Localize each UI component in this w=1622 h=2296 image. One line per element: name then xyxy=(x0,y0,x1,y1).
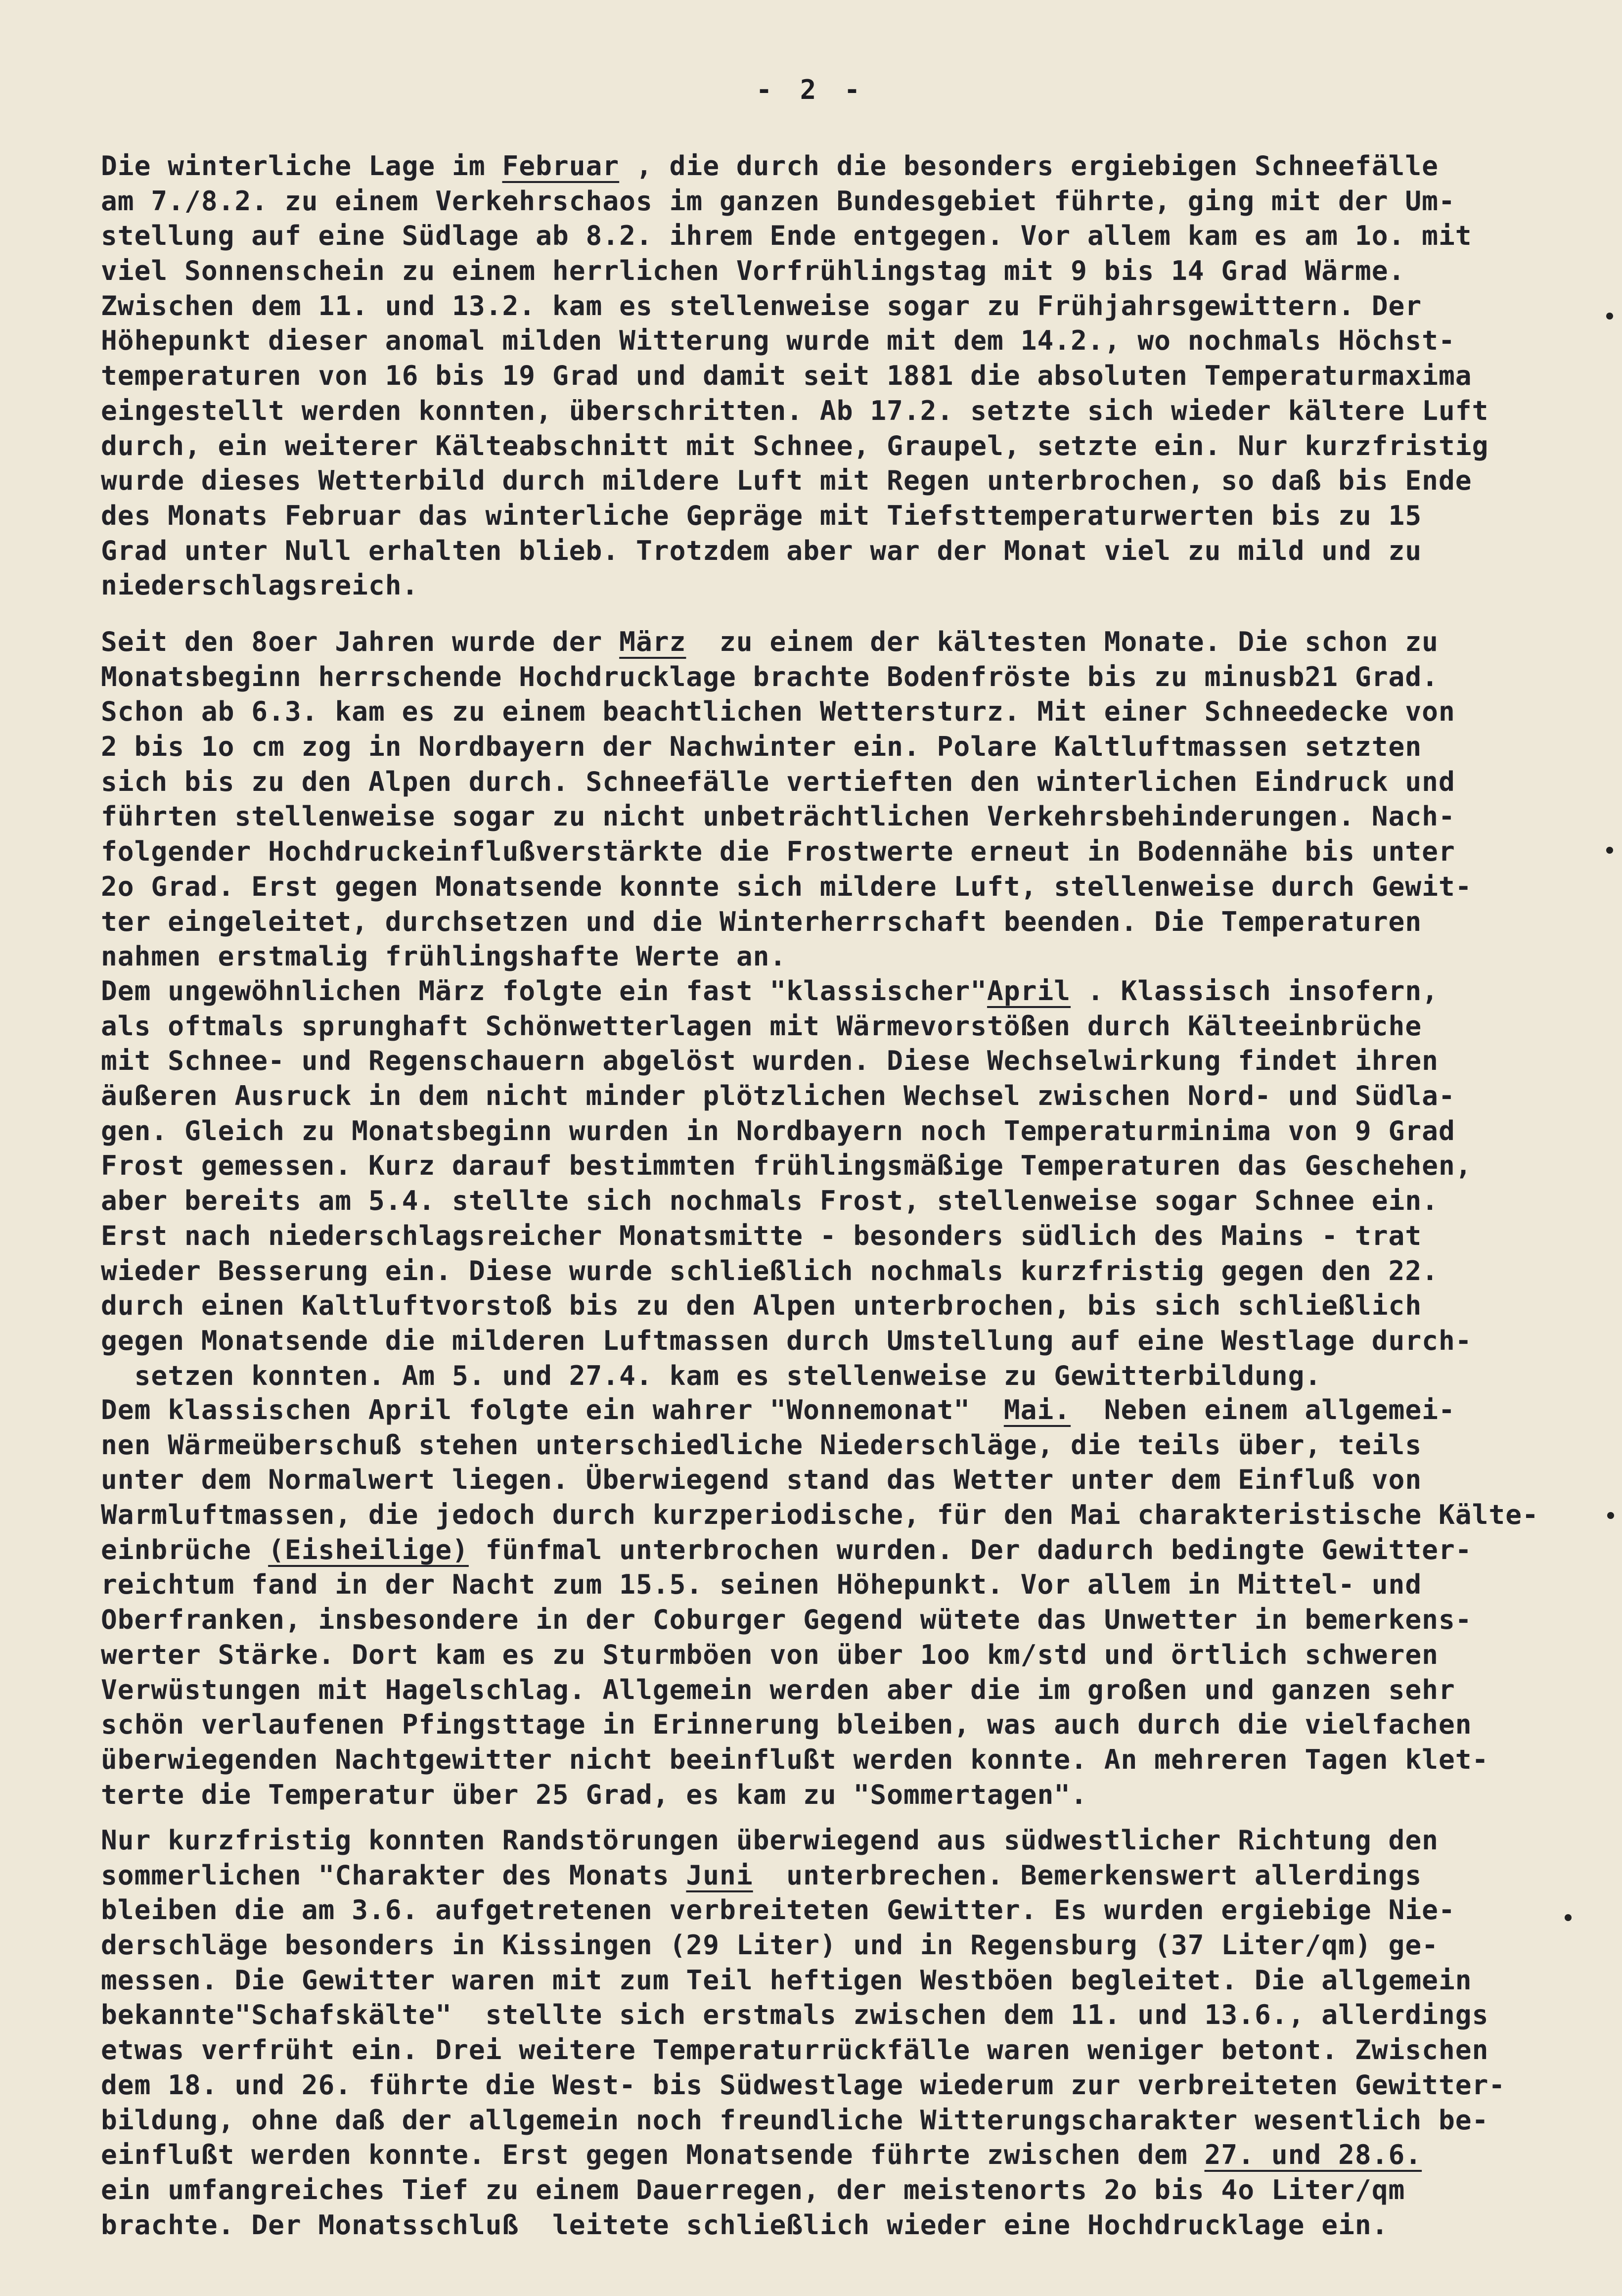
line-text: bildung, ohne daß der allgemein noch freundliche Witterungscharakter wesentlich be- xyxy=(101,2104,1489,2136)
line-text: unterbrechen. Bemerkenswert allerdings xyxy=(753,1859,1422,1891)
text-line xyxy=(101,1218,1570,1253)
text-line xyxy=(101,1532,1570,1567)
line-text: sich bis zu den Alpen durch. Schneefälle vertieften den winterlichen Eindruck und xyxy=(101,765,1455,797)
text-line xyxy=(101,218,1570,253)
text-line xyxy=(101,1892,1570,1928)
line-text: Erst nach niederschlagsreicher Monatsmitte - besonders südlich des Mains - trat xyxy=(101,1219,1422,1251)
text-line xyxy=(101,869,1570,904)
text-line xyxy=(101,729,1570,764)
text-line xyxy=(101,1963,1570,1998)
paragraph-februar xyxy=(101,148,1570,603)
punch-hole-mark xyxy=(1606,847,1613,854)
line-text: Warmluftmassen, die jedoch durch kurzperiodische, für den Mai charakteristische Kälte- xyxy=(101,1499,1539,1531)
text-line xyxy=(101,288,1570,323)
paragraph-mai xyxy=(101,1392,1570,1812)
line-text: setzen konnten. Am 5. und 27.4. kam es stellenweise zu Gewitterbildung. xyxy=(101,1359,1322,1391)
line-text: dem 18. und 26. führte die West- bis Südwestlage wiederum zur verbreiteten Gewitter- xyxy=(101,2068,1506,2101)
text-line xyxy=(101,1637,1570,1672)
line-text: bleiben die am 3.6. aufgetretenen verbreiteten Gewitter. Es wurden ergiebige Nie- xyxy=(101,1894,1455,1926)
text-line xyxy=(101,1427,1570,1463)
line-text: überwiegenden Nachtgewitter nicht beeinflußt werden konnte. An mehreren Tagen klet- xyxy=(101,1743,1489,1775)
text-line xyxy=(101,498,1570,533)
line-text: führten stellenweise sogar zu nicht unbeträchtlichen Verkehrsbehinderungen. Nach- xyxy=(101,800,1455,832)
text-line xyxy=(101,533,1570,568)
text-line xyxy=(101,428,1570,463)
text-line xyxy=(101,2137,1570,2172)
line-text: Die winterliche Lage im xyxy=(101,150,502,182)
text-line xyxy=(101,624,1570,659)
text-line xyxy=(101,1288,1570,1323)
text-line xyxy=(101,1462,1570,1497)
line-text: schön verlaufenen Pfingsttage in Erinnerung bleiben, was auch durch die vielfachen xyxy=(101,1708,1472,1741)
line-text: einflußt werden konnte. Erst gegen Monatsende führte zwischen dem xyxy=(101,2139,1205,2171)
line-text: unter dem Normalwert liegen. Überwiegend stand das Wetter unter dem Einfluß von xyxy=(101,1464,1422,1496)
line-text: 2o Grad. Erst gegen Monatsende konnte sich mildere Luft, stellenweise durch Gewit- xyxy=(101,870,1472,902)
line-text: Zwischen dem 11. und 13.2. kam es stellenweise sogar zu Frühjahrsgewittern. Der xyxy=(101,289,1422,321)
line-text: eingestellt werden konnten, überschritten. Ab 17.2. setzte sich wieder kältere Luft xyxy=(101,394,1489,426)
text-line xyxy=(101,1823,1570,1858)
line-text: gen. Gleich zu Monatsbeginn wurden in Nordbayern noch Temperaturminima von 9 Grad xyxy=(101,1114,1455,1147)
line-text: einbrüche xyxy=(101,1533,269,1565)
text-line xyxy=(101,1358,1570,1393)
text-line xyxy=(101,1392,1570,1427)
line-text: niederschlagsreich. xyxy=(101,569,419,601)
text-line xyxy=(101,1707,1570,1742)
line-text: Schon ab 6.3. kam es zu einem beachtlichen Wettersturz. Mit einer Schneedecke von xyxy=(101,695,1455,728)
line-text: äußeren Ausruck in dem nicht minder plötzlichen Wechsel zwischen Nord- und Südla- xyxy=(101,1080,1455,1112)
text-line xyxy=(101,1009,1570,1044)
line-text: am 7./8.2. zu einem Verkehrschaos im ganzen Bundesgebiet führte, ging mit der Um- xyxy=(101,184,1455,217)
line-text: . Klassisch insofern, xyxy=(1071,975,1439,1007)
text-line xyxy=(101,1113,1570,1148)
line-text: etwas verfrüht ein. Drei weitere Temperaturrückfälle waren weniger betont. Zwischen xyxy=(101,2034,1489,2066)
text-line xyxy=(101,2032,1570,2067)
line-text: Nur kurzfristig konnten Randstörungen überwiegend aus südwestlicher Richtung den xyxy=(101,1824,1439,1856)
text-line xyxy=(101,2103,1570,2138)
text-line xyxy=(101,1777,1570,1812)
line-text: durch, ein weiterer Kälteabschnitt mit Schnee, Graupel, setzte ein. Nur kurzfristig xyxy=(101,429,1489,461)
punch-hole-mark xyxy=(1607,1512,1614,1519)
text-line xyxy=(101,799,1570,834)
paragraph-juni xyxy=(101,1823,1570,2242)
text-line xyxy=(101,1253,1570,1288)
line-text: Höhepunkt dieser anomal milden Witterung wurde mit dem 14.2., wo nochmals Höchst- xyxy=(101,324,1455,357)
line-text: fünfmal unterbrochen wurden. Der dadurch bedingte Gewitter- xyxy=(468,1533,1472,1565)
line-text: folgender Hochdruckeinflußverstärkte die Frostwerte erneut in Bodennähe bis unter xyxy=(101,835,1455,868)
line-text: des Monats Februar das winterliche Gepräge mit Tiefsttemperaturwerten bis zu 15 xyxy=(101,499,1422,531)
text-line xyxy=(101,939,1570,974)
line-text: Frost gemessen. Kurz darauf bestimmten frühlingsmäßige Temperaturen das Geschehen, xyxy=(101,1149,1472,1182)
underlined-month: Februar xyxy=(502,150,620,182)
text-line xyxy=(101,659,1570,694)
line-text: temperaturen von 16 bis 19 Grad und damit seit 1881 die absoluten Temperaturmaxima xyxy=(101,360,1472,392)
line-text: viel Sonnenschein zu einem herrlichen Vorfrühlingstag mit 9 bis 14 Grad Wärme. xyxy=(101,255,1405,287)
line-text: reichtum fand in der Nacht zum 15.5. seinen Höhepunkt. Vor allem in Mittel- und xyxy=(101,1568,1422,1601)
line-text: messen. Die Gewitter waren mit zum Teil heftigen Westböen begleitet. Die allgemein xyxy=(101,1964,1472,1996)
text-line xyxy=(101,1183,1570,1218)
line-text: derschläge besonders in Kissingen (29 Liter) und in Regensburg (37 Liter/qm) ge- xyxy=(101,1929,1439,1961)
line-text: gegen Monatsende die milderen Luftmassen durch Umstellung auf eine Westlage durch- xyxy=(101,1324,1472,1356)
line-text: zu einem der kältesten Monate. Die schon zu xyxy=(686,626,1439,657)
text-line xyxy=(101,1928,1570,1963)
underlined-month: April xyxy=(987,975,1071,1007)
underlined-month: März xyxy=(619,626,686,657)
line-text: brachte. Der Monatsschluß leitete schließlich wieder eine Hochdrucklage ein. xyxy=(101,2208,1389,2241)
line-text: ter eingeleitet, durchsetzen und die Winterherrschaft beenden. Die Temperaturen xyxy=(101,905,1422,937)
underlined-month: Mai. xyxy=(1003,1394,1071,1425)
line-text: terte die Temperatur über 25 Grad, es kam zu "Sommertagen". xyxy=(101,1778,1087,1810)
punch-hole-mark xyxy=(1565,1914,1572,1921)
line-text: Monatsbeginn herrschende Hochdrucklage brachte Bodenfröste bis zu minusb21 Grad. xyxy=(101,660,1439,692)
text-line xyxy=(101,393,1570,428)
line-text: durch einen Kaltluftvorstoß bis zu den Alpen unterbrochen, bis sich schließlich xyxy=(101,1289,1422,1322)
text-line xyxy=(101,2067,1570,2103)
text-line xyxy=(101,2172,1570,2207)
line-text: aber bereits am 5.4. stellte sich nochmals Frost, stellenweise sogar Schnee ein. xyxy=(101,1185,1439,1217)
line-text: stellung auf eine Südlage ab 8.2. ihrem Ende entgegen. Vor allem kam es am 1o. mit xyxy=(101,220,1472,252)
text-line xyxy=(101,764,1570,799)
line-text: mit Schnee- und Regenschauern abgelöst wurden. Diese Wechselwirkung findet ihren xyxy=(101,1045,1439,1077)
text-line xyxy=(101,463,1570,498)
line-text: wieder Besserung ein. Diese wurde schließlich nochmals kurzfristig gegen den 22. xyxy=(101,1254,1439,1286)
page-number: - 2 - xyxy=(756,74,866,105)
text-line xyxy=(101,1742,1570,1777)
line-text: nen Wärmeüberschuß stehen unterschiedliche Niederschläge, die teils über, teils xyxy=(101,1428,1422,1461)
text-line xyxy=(101,834,1570,869)
underlined-month: 27. und 28.6. xyxy=(1204,2139,1422,2171)
line-text: , die durch die besonders ergiebigen Schneefälle xyxy=(619,150,1439,182)
text-line xyxy=(101,1323,1570,1358)
underlined-month: Juni xyxy=(686,1859,753,1891)
line-text: sommerlichen "Charakter des Monats xyxy=(101,1859,686,1891)
line-text: werter Stärke. Dort kam es zu Sturmböen von über 1oo km/std und örtlich schweren xyxy=(101,1638,1439,1670)
paragraph-maerz xyxy=(101,624,1570,974)
line-text: Verwüstungen mit Hagelschlag. Allgemein werden aber die im großen und ganzen sehr xyxy=(101,1673,1455,1705)
text-line xyxy=(101,1497,1570,1532)
line-text: 2 bis 1o cm zog in Nordbayern der Nachwinter ein. Polare Kaltluftmassen setzten xyxy=(101,731,1422,763)
text-line xyxy=(101,1043,1570,1078)
text-line xyxy=(101,1858,1570,1893)
line-text: nahmen erstmalig frühlingshafte Werte an. xyxy=(101,940,787,972)
text-line xyxy=(101,568,1570,603)
text-line xyxy=(101,184,1570,219)
line-text: Dem klassischen April folgte ein wahrer "Wonnemonat" xyxy=(101,1394,1004,1425)
line-text: ein umfangreiches Tief zu einem Dauerregen, der meistenorts 2o bis 4o Liter/qm xyxy=(101,2173,1405,2205)
text-line xyxy=(101,904,1570,939)
line-text: Neben einem allgemei- xyxy=(1071,1394,1455,1425)
line-text: Grad unter Null erhalten blieb. Trotzdem aber war der Monat viel zu mild und zu xyxy=(101,534,1422,566)
text-line xyxy=(101,358,1570,393)
text-line xyxy=(101,694,1570,729)
line-text: Oberfranken, insbesondere in der Coburger Gegend wütete das Unwetter in bemerkens- xyxy=(101,1604,1472,1636)
text-line xyxy=(101,1567,1570,1602)
text-line xyxy=(101,1602,1570,1637)
text-line xyxy=(101,973,1570,1009)
text-line xyxy=(101,1672,1570,1707)
line-text: als oftmals sprunghaft Schönwetterlagen mit Wärmevorstößen durch Kälteeinbrüche xyxy=(101,1010,1422,1042)
text-line xyxy=(101,148,1570,184)
line-text: wurde dieses Wetterbild durch mildere Luft mit Regen unterbrochen, so daß bis Ende xyxy=(101,464,1472,497)
text-line xyxy=(101,1078,1570,1113)
text-line xyxy=(101,253,1570,288)
paragraph-april xyxy=(101,973,1570,1393)
punch-hole-mark xyxy=(1606,313,1613,320)
line-text: Dem ungewöhnlichen März folgte ein fast "klassischer" xyxy=(101,975,988,1007)
text-line xyxy=(101,1997,1570,2032)
text-line xyxy=(101,1148,1570,1183)
line-text: Seit den 8oer Jahren wurde der xyxy=(101,626,620,657)
text-line xyxy=(101,323,1570,358)
line-text: bekannte"Schafskälte" stellte sich erstmals zwischen dem 11. und 13.6., allerdings xyxy=(101,1999,1489,2031)
text-line xyxy=(101,2207,1570,2243)
underlined-month: (Eisheilige) xyxy=(268,1533,469,1565)
